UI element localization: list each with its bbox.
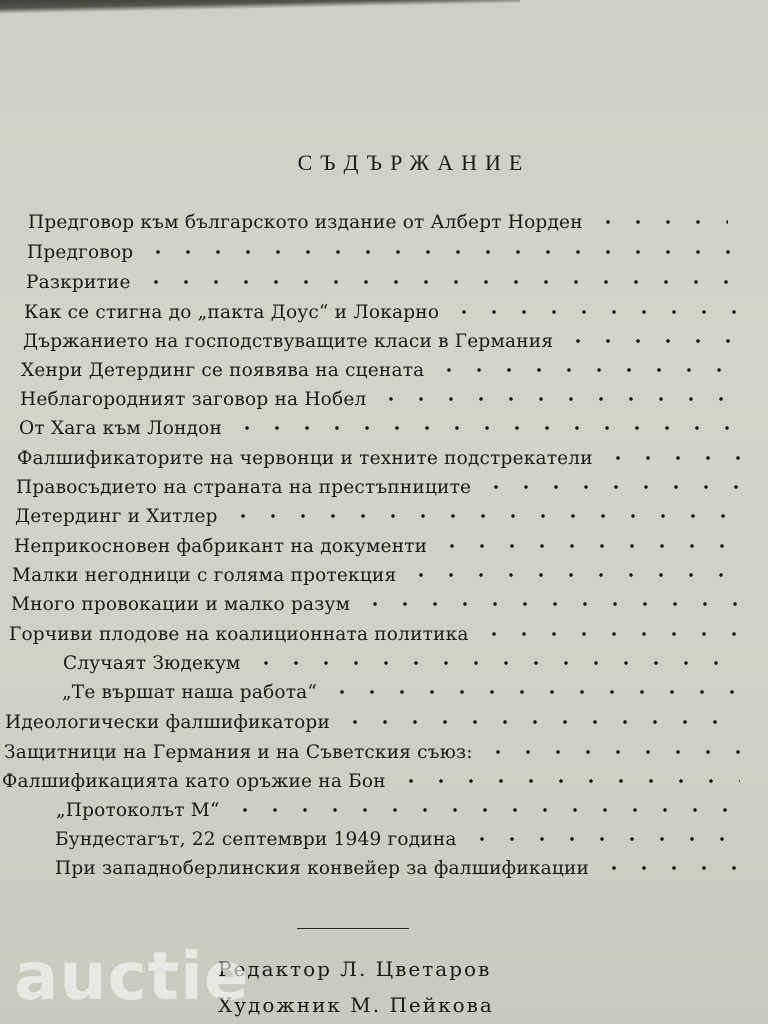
page-top-edge-shadow — [0, 0, 520, 14]
toc-entry-label: Малки негодници с голяма протекция — [12, 564, 397, 586]
toc-leader-dots — [449, 309, 738, 315]
toc-entry — [11, 590, 740, 618]
toc-entry — [26, 268, 740, 296]
toc-entry — [27, 238, 739, 266]
toc-leader-dots — [232, 425, 740, 431]
toc-entry — [16, 473, 740, 501]
toc-entry — [17, 444, 740, 472]
toc-leader-dots — [360, 601, 740, 607]
toc-entry-label: От Хага към Лондон — [19, 417, 223, 439]
toc-entry — [62, 678, 740, 706]
toc-entry — [55, 825, 740, 853]
toc-entry — [21, 356, 739, 384]
toc-entry-label: Държанието на господствуващите класи в Германия — [23, 330, 554, 352]
toc-entry-label: Правосъдието на страната на престъпниците — [16, 476, 472, 498]
toc-entry — [12, 561, 740, 589]
toc-entry-label: Разкритие — [26, 271, 131, 293]
toc-leader-dots — [230, 807, 740, 813]
toc-entry-label: При западноберлинския конвейер за фалшификации — [55, 857, 590, 879]
toc-entry — [14, 532, 740, 560]
toc-entry — [15, 502, 740, 530]
toc-entry-label: Идеологически фалшификатори — [5, 711, 330, 733]
toc-entry — [24, 298, 738, 326]
watermark-logo: auctie — [14, 938, 250, 1015]
toc-entry-label: Фалшификацията като оръжие на Бон — [2, 770, 386, 792]
toc-leader-dots — [437, 543, 740, 549]
toc-leader-dots — [406, 572, 740, 578]
toc-entry-label: Неприкосновен фабрикант на документи — [14, 535, 428, 557]
toc-leader-dots — [434, 367, 739, 373]
toc-entry — [28, 208, 728, 236]
toc-entry — [23, 327, 739, 355]
toc-leader-dots — [376, 396, 740, 402]
toc-entry — [4, 738, 740, 766]
toc-entry-label: Неблагородният заговор на Нобел — [20, 388, 367, 410]
toc-leader-dots — [327, 689, 740, 695]
toc-entry-label: Предговор към българското издание от Алберт Норден — [28, 211, 583, 233]
toc-entry — [55, 854, 740, 882]
toc-leader-dots — [483, 749, 740, 755]
artist-credit: Художник М. Пейкова — [218, 993, 494, 1017]
toc-leader-dots — [251, 660, 740, 666]
toc-entry — [5, 708, 740, 736]
toc-entry-label: Как се стигна до „пакта Доус“ и Локарно — [24, 301, 440, 323]
toc-entry — [20, 385, 740, 413]
toc-leader-dots — [479, 631, 740, 637]
toc-entry — [56, 796, 740, 824]
toc-entry-label: Хенри Детердинг се появява на сцената — [21, 359, 425, 381]
toc-leader-dots — [599, 865, 740, 871]
section-divider — [297, 928, 409, 929]
toc-entry — [63, 649, 740, 677]
toc-entry-label: „Протоколът М“ — [56, 799, 220, 821]
toc-entry-label: Бундестагът, 22 септември 1949 година — [55, 828, 457, 850]
toc-entry-label: Предговор — [27, 241, 134, 263]
toc-leader-dots — [396, 778, 740, 784]
toc-entry-label: Случаят Зюдекум — [63, 652, 241, 674]
toc-leader-dots — [467, 836, 740, 842]
editor-credit: Редактор Л. Цветаров — [218, 957, 492, 981]
toc-entry-label: Много провокации и малко разум — [11, 593, 351, 615]
toc-entry — [9, 620, 740, 648]
toc-leader-dots — [481, 484, 740, 490]
toc-entry-label: Защитници на Германия и на Съветския съюз: — [4, 741, 473, 763]
toc-entry — [19, 414, 740, 442]
toc-heading: СЪДЪРЖАНИЕ — [297, 150, 531, 175]
toc-leader-dots — [603, 455, 740, 461]
toc-leader-dots — [593, 219, 728, 225]
toc-entry-label: Детердинг и Хитлер — [15, 505, 218, 527]
toc-leader-dots — [563, 338, 739, 344]
toc-leader-dots — [340, 719, 740, 725]
toc-leader-dots — [228, 513, 740, 519]
toc-entry-label: Горчиви плодове на коалиционната политика — [9, 623, 469, 645]
toc-leader-dots — [143, 249, 739, 255]
toc-entry-label: „Те вършат наша работа“ — [62, 681, 318, 703]
toc-entry — [2, 767, 740, 795]
toc-leader-dots — [141, 279, 740, 285]
toc-entry-label: Фалшификаторите на червонци и техните подстрекатели — [17, 447, 593, 469]
